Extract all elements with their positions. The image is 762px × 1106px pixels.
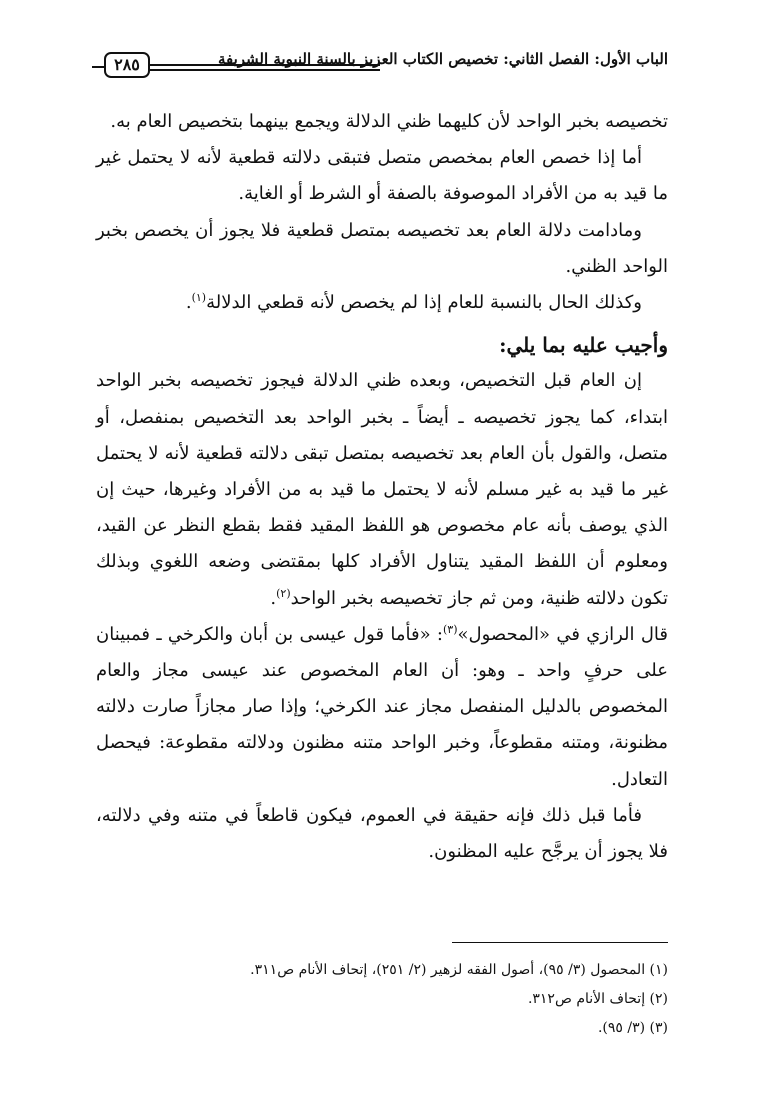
page-number: ٢٨٥ <box>104 52 150 78</box>
header-rule <box>150 69 380 71</box>
paragraph-text: وكذلك الحال بالنسبة للعام إذا لم يخصص لأنه قطعي الدلالة <box>206 292 642 314</box>
footnote: (٢) إتحاف الأنام ص٣١٢. <box>527 991 668 1007</box>
paragraph: أما إذا خصص العام بمخصص متصل فتبقى دلالته قطعية لأنه لا يحتمل غير ما قيد به من الأفراد الموصوفة بالصفة أو الشرط أو الغاية. <box>96 147 668 205</box>
paragraph <box>96 617 668 798</box>
paragraph: ومادامت دلالة العام بعد تخصيصه بمتصل قطعية فلا يجوز أن يخصص بخبر الواحد الظني. <box>96 219 668 277</box>
footnote-ref: (١) <box>191 291 207 305</box>
subheading: وأجيب عليه بما يلي: <box>499 333 668 358</box>
paragraph: تخصيصه بخبر الواحد لأن كليهما ظني الدلالة ويجمع بينهما بتخصيص العام به. <box>110 111 668 132</box>
header-rule <box>92 66 104 68</box>
paragraph-text: : «فأما قول عيسى بن أبان والكرخي ـ فمبينان على حرفٍ واحد ـ وهو: أن العام المخصوص عند عيسى مجاز والعام المخصوص بالدليل المنفصل مجاز عند الكرخي؛ وإذا صار مجازاً صارت دلالته مظنونة، ومتنه مقطوعاً، وخبر الواحد متنه مظنون ودلالته مقطوعة: فيحصل التعادل. <box>96 623 669 790</box>
paragraph: فأما قبل ذلك فإنه حقيقة في العموم، فيكون قاطعاً في متنه وفي دلالته، فلا يجوز أن يرجَّح عليه المظنون. <box>96 804 668 863</box>
running-header <box>92 46 668 80</box>
footnote-ref: (٣) <box>443 622 458 636</box>
footnote-divider <box>452 942 668 943</box>
paragraph-text: . <box>270 587 277 609</box>
footnote: (٣) (٣/ ٩٥). <box>597 1020 668 1036</box>
paragraph-text: . <box>185 292 192 314</box>
footnotes <box>96 956 668 1043</box>
header-rule <box>150 64 380 66</box>
body-text <box>96 104 668 870</box>
paragraph <box>96 363 668 616</box>
footnote: (١) المحصول (٣/ ٩٥)، أصول الفقه لزهير (٢/ ٢٥١)، إتحاف الأنام ص٣١١. <box>250 962 668 978</box>
footnote-ref: (٢) <box>276 586 291 600</box>
paragraph <box>96 285 668 321</box>
paragraph-text: قال الرازي في «المحصول» <box>457 623 668 645</box>
header-title: الباب الأول: الفصل الثاني: تخصيص الكتاب العزيز بالسنة النبوية الشريفة <box>217 50 668 68</box>
paragraph-text: إن العام قبل التخصيص، وبعده ظني الدلالة فيجوز تخصيصه بخبر الواحد ابتداء، كما يجوز تخصيصه ـ أيضاً ـ بخبر الواحد بعد التخصيص بمنفصل، أو متصل، والقول بأن العام بعد تخصيصه بمتصل تبقى دلالته قطعية لأنه لا يحتمل غير ما قيد به غير مسلم لأنه لا يحتمل ما قيد به من الأفراد وغيرها، حيث إن الذي يوصف بأنه عام مخصوص هو اللفظ المقيد فقط بقطع النظر عن القيد، ومعلوم أن اللفظ المقيد يتناول الأفراد كلها بمقتضى وضعه اللغوي وبذلك تكون دلالته ظنية، ومن ثم جاز تخصيصه بخبر الواحد <box>96 370 668 609</box>
